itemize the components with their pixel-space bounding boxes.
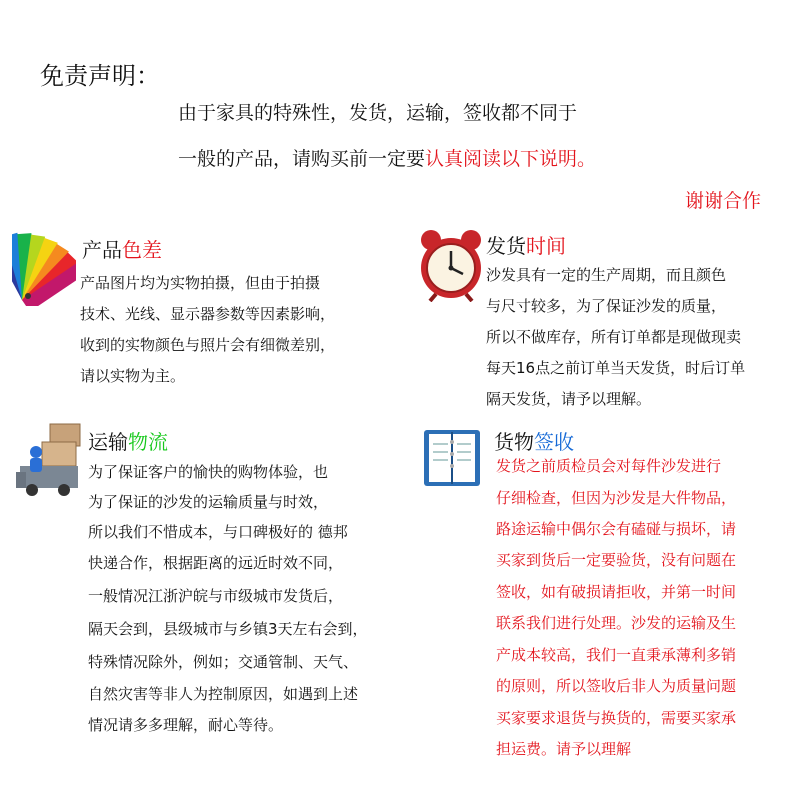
receipt-line: 发货之前质检员会对每件沙发进行 xyxy=(496,457,722,475)
logistics-line: 特殊情况除外，例如；交通管制、天气、 xyxy=(88,653,359,671)
section-title-ship-time-b: 时间 xyxy=(526,234,566,258)
section-title-receipt xyxy=(494,426,574,455)
logistics-line: 为了保证客户的愉快的购物体验，也 xyxy=(88,463,329,481)
receipt-line: 联系我们进行处理。沙发的运输及生 xyxy=(496,614,737,632)
ship-time-line: 隔天发货，请予以理解。 xyxy=(486,390,652,408)
intro-line-1: 由于家具的特殊性，发货，运输，签收都不同于 xyxy=(178,102,578,124)
logistics-line: 自然灾害等非人为控制原因，如遇到上述 xyxy=(88,685,359,703)
thanks-text: 谢谢合作 xyxy=(685,190,762,212)
ship-time-line: 所以不做库存，所有订单都是现做现卖 xyxy=(486,328,742,346)
color-diff-line: 技术、光线、显示器参数等因素影响， xyxy=(80,305,336,323)
color-diff-line: 收到的实物颜色与照片会有细微差别， xyxy=(80,336,336,354)
receipt-line: 路途运输中偶尔会有磕碰与损坏，请 xyxy=(496,520,737,538)
receipt-line: 产成本较高，我们一直秉承薄利多销 xyxy=(496,646,737,664)
receipt-line: 签收，如有破损请拒收，并第一时间 xyxy=(496,583,737,601)
logistics-line: 为了保证的沙发的运输质量与时效， xyxy=(88,493,329,511)
page-title: 免责声明： xyxy=(40,62,160,90)
color-swatch-fan-icon xyxy=(12,226,76,306)
notebook-icon xyxy=(420,424,486,490)
receipt-line: 仔细检查，但因为沙发是大件物品， xyxy=(496,489,737,507)
intro-line-2-black: 一般的产品，请购买前一定要 xyxy=(178,148,426,170)
color-diff-line: 请以实物为主。 xyxy=(80,367,186,385)
section-title-receipt-a: 货物 xyxy=(494,430,534,454)
receipt-line: 的原则，所以签收后非人为质量问题 xyxy=(496,677,737,695)
intro-line-2-red: 认真阅读以下说明。 xyxy=(425,148,597,170)
section-title-logistics xyxy=(88,426,168,455)
section-title-ship-time-a: 发货 xyxy=(486,234,526,258)
section-title-color-diff-b: 色差 xyxy=(122,238,162,262)
section-title-ship-time xyxy=(486,230,566,259)
logistics-line: 所以我们不惜成本，与口碑极好的 德邦 xyxy=(88,523,348,541)
delivery-truck-icon xyxy=(14,422,84,498)
alarm-clock-icon xyxy=(416,226,486,302)
logistics-line: 快递合作，根据距离的远近时效不同， xyxy=(88,554,344,572)
logistics-line: 隔天会到，县级城市与乡镇3天左右会到， xyxy=(88,620,368,638)
section-title-logistics-b: 物流 xyxy=(128,430,168,454)
intro-line-2 xyxy=(178,144,596,171)
section-title-receipt-b: 签收 xyxy=(534,430,574,454)
ship-time-line: 每天16点之前订单当天发货，时后订单 xyxy=(486,359,746,377)
section-title-logistics-a: 运输 xyxy=(88,430,128,454)
section-title-color-diff xyxy=(82,234,162,263)
ship-time-line: 与尺寸较多，为了保证沙发的质量， xyxy=(486,297,727,315)
receipt-line: 买家要求退货与换货的，需要买家承 xyxy=(496,709,737,727)
receipt-line: 担运费。请予以理解 xyxy=(496,740,632,758)
section-title-color-diff-a: 产品 xyxy=(82,238,122,262)
color-diff-line: 产品图片均为实物拍摄，但由于拍摄 xyxy=(80,274,321,292)
ship-time-line: 沙发具有一定的生产周期，而且颜色 xyxy=(486,266,727,284)
logistics-line: 情况请多多理解，耐心等待。 xyxy=(88,716,284,734)
receipt-line: 买家到货后一定要验货，没有问题在 xyxy=(496,551,737,569)
logistics-line: 一般情况江浙沪皖与市级城市发货后， xyxy=(88,587,344,605)
